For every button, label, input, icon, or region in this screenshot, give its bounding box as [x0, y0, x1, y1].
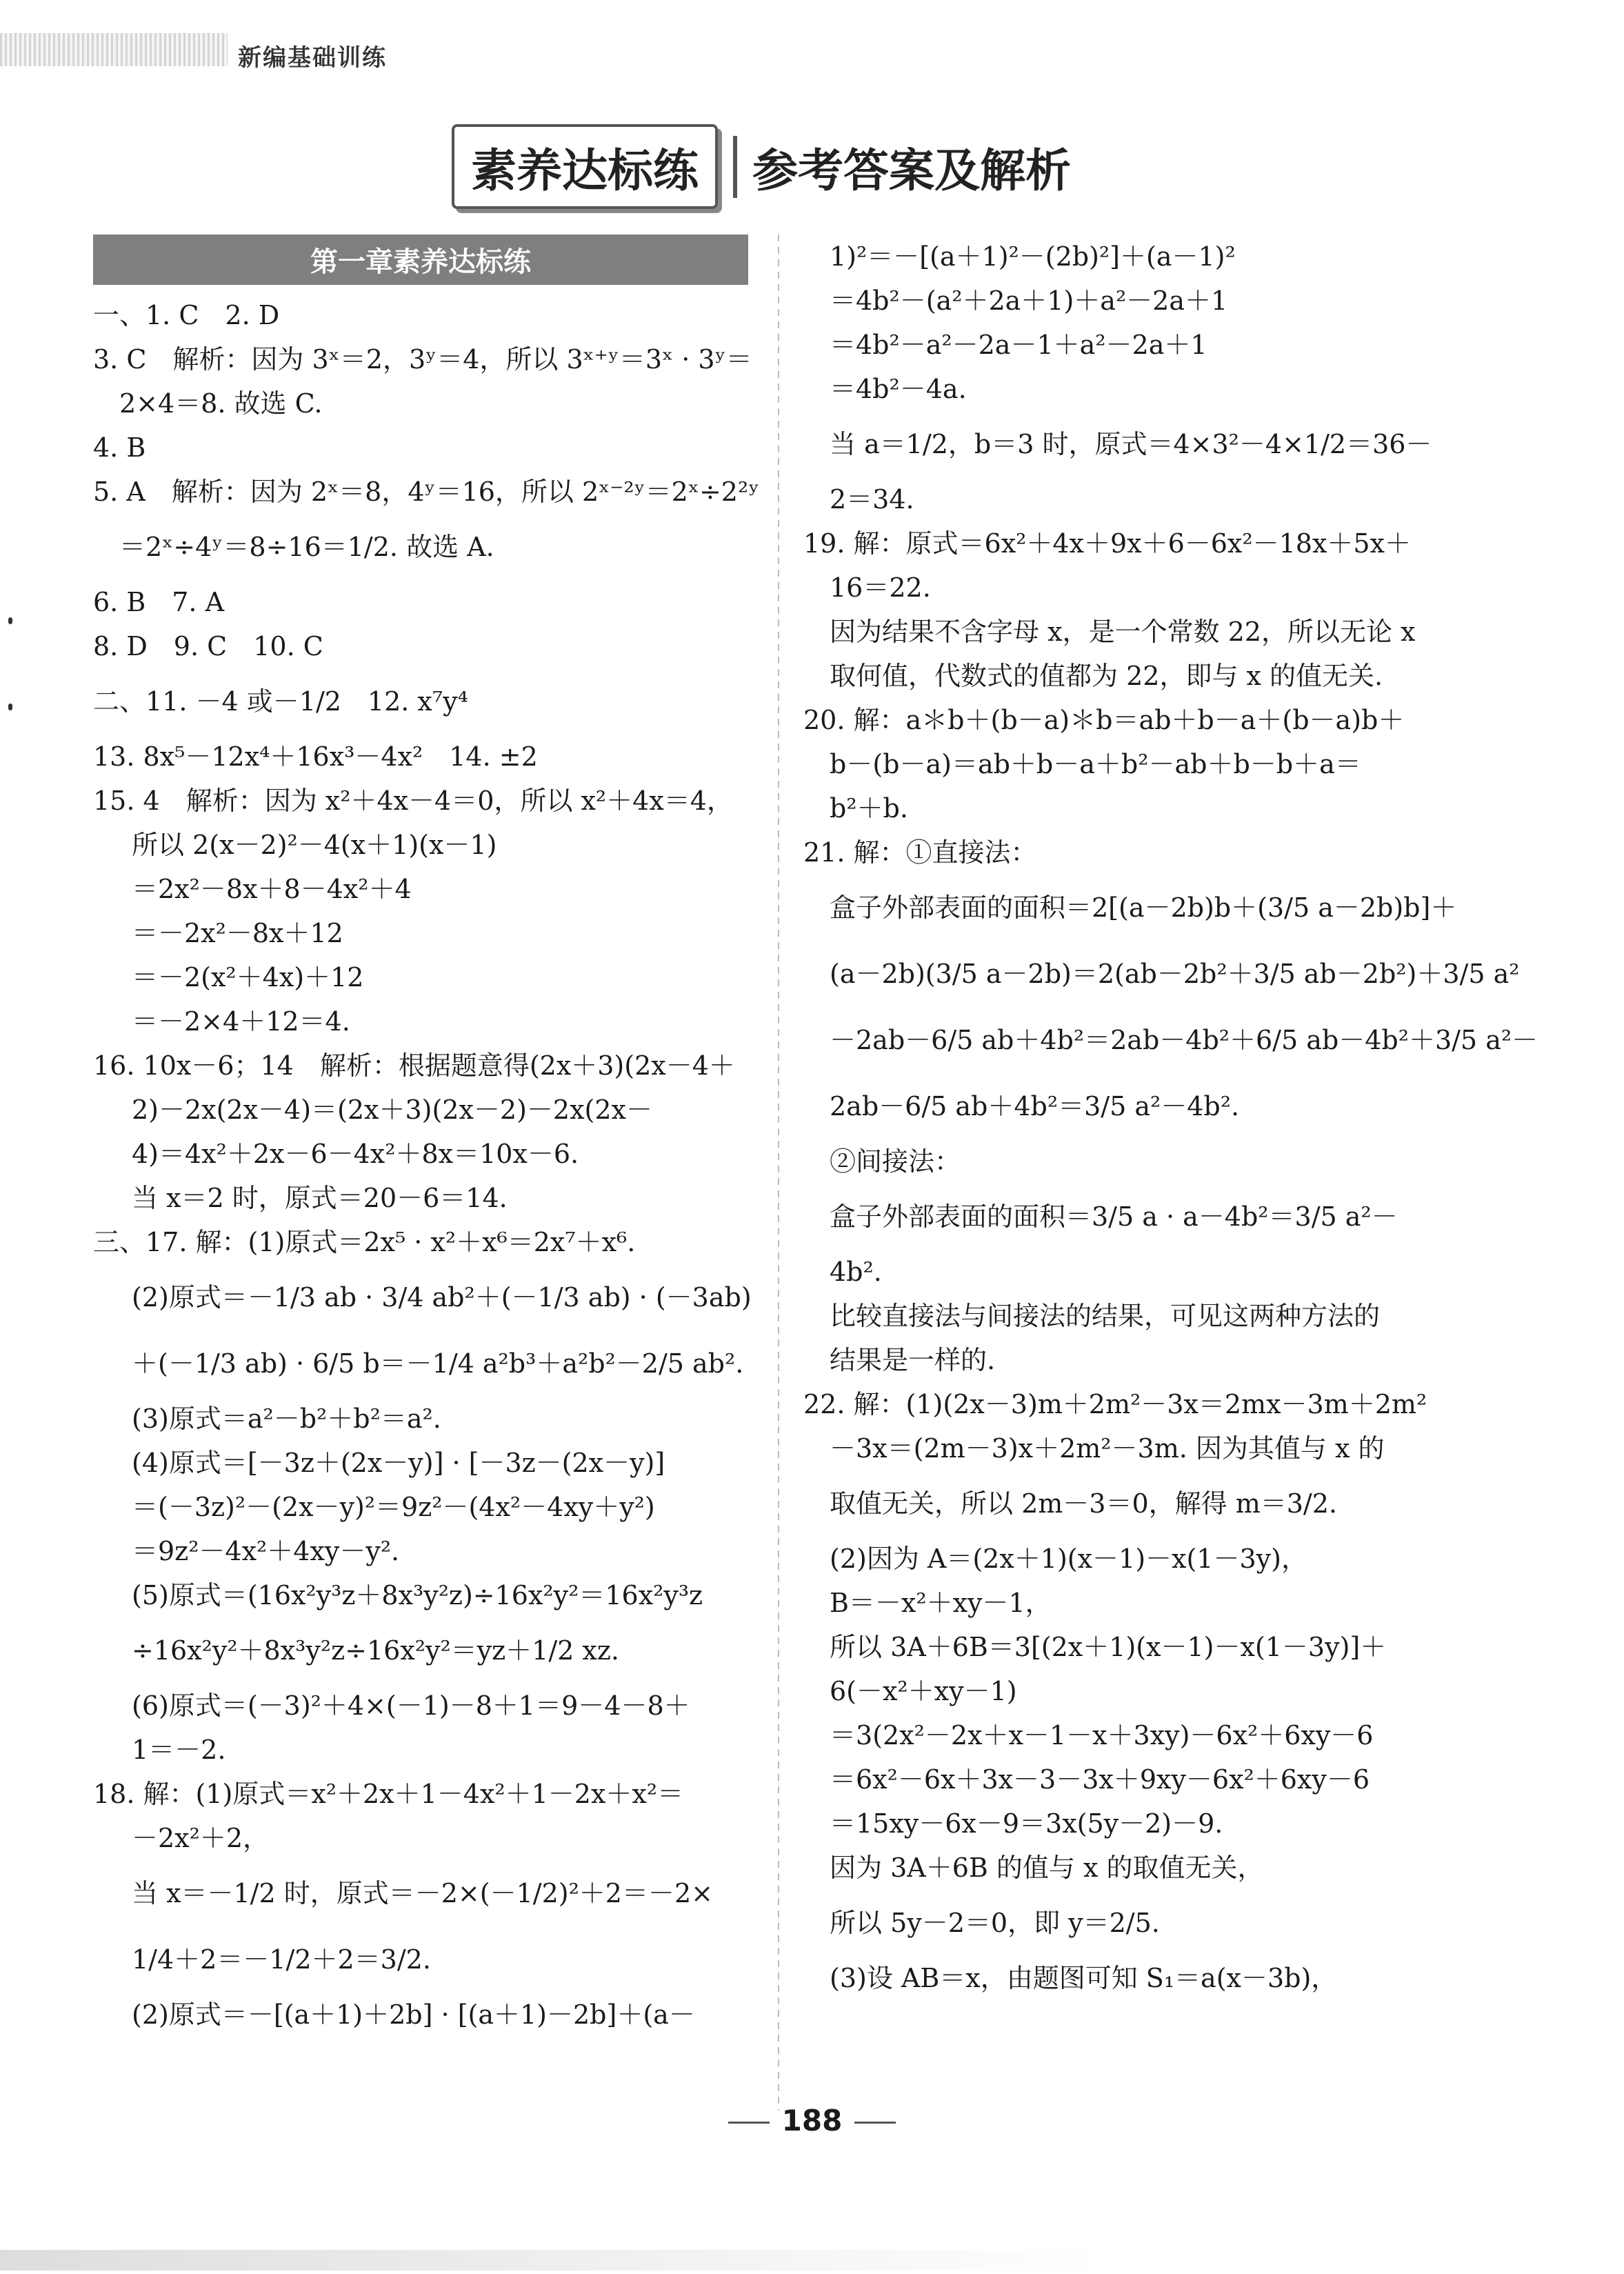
answer-line: ＝6x²－6x＋3x－3－3x＋9xy－6x²＋6xy－6 [830, 1764, 1370, 1795]
answer-line: 比较直接法与间接法的结果，可见这两种方法的 [830, 1301, 1381, 1331]
answer-line: ÷16x²y²＋8x³y²z÷16x²y²＝yz＋1/2 xz. [132, 1635, 619, 1666]
title-rest: 参考答案及解析 [752, 144, 1071, 197]
answer-line: ＝4b²－a²－2a－1＋a²－2a＋1 [830, 330, 1207, 360]
answer-line: 20. 解：a＊b＋(b－a)＊b＝ab＋b－a＋(b－a)b＋ [803, 705, 1405, 735]
answer-line: (3)设 AB＝x，由题图可知 S₁＝a(x－3b)， [830, 1963, 1338, 1993]
answer-line: (2)原式＝－[(a＋1)＋2b] · [(a＋1)－2b]＋(a－ [132, 1999, 695, 2030]
answer-line: 2×4＝8. 故选 C. [119, 388, 323, 419]
answer-line: －2ab－6/5 ab＋4b²＝2ab－4b²＋6/5 ab－4b²＋3/5 a²－ [830, 1025, 1538, 1055]
right-column [803, 235, 1538, 2000]
answer-line: 所以 2(x－2)²－4(x＋1)(x－1) [132, 830, 497, 860]
answer-line: (3)原式＝a²－b²＋b²＝a². [132, 1404, 441, 1434]
answer-line: 4)＝4x²＋2x－6－4x²＋8x＝10x－6. [132, 1139, 579, 1169]
answer-line: 19. 解：原式＝6x²＋4x＋9x＋6－6x²－18x＋5x＋ [803, 528, 1411, 559]
answer-line: 4b². [830, 1257, 882, 1287]
answer-line: 8. D 9. C 10. C [93, 631, 323, 661]
answer-line: 结果是一样的. [830, 1345, 996, 1375]
answer-line: ②间接法： [830, 1146, 961, 1177]
answer-line: ＝2x²－8x＋8－4x²＋4 [132, 874, 412, 904]
answer-line: 6(－x²＋xy－1) [830, 1676, 1017, 1706]
answer-line: ＝－2x²－8x＋12 [132, 918, 343, 948]
answer-line: －2x²＋2， [132, 1823, 270, 1853]
answer-line: 6. B 7. A [93, 587, 225, 617]
answer-line: 13. 8x⁵－12x⁴＋16x³－4x² 14. ±2 [93, 741, 538, 772]
answer-line: 4. B [93, 432, 146, 463]
answer-line: 1＝－2. [132, 1735, 226, 1765]
answer-line: (2)原式＝－1/3 ab · 3/4 ab²＋(－1/3 ab) · (－3ab) [132, 1282, 752, 1313]
answer-line: 三、17. 解：(1)原式＝2x⁵ · x²＋x⁶＝2x⁷＋x⁶. [93, 1227, 636, 1257]
answer-line: ＝9z²－4x²＋4xy－y². [132, 1536, 400, 1566]
answer-line: ＝3(2x²－2x＋x－1－x＋3xy)－6x²＋6xy－6 [830, 1720, 1374, 1751]
answer-line: 16＝22. [830, 572, 931, 603]
answer-line: (6)原式＝(－3)²＋4×(－1)－8＋1＝9－4－8＋ [132, 1690, 690, 1721]
answer-line: ＝(－3z)²－(2x－y)²＝9z²－(4x²－4xy＋y²) [132, 1492, 655, 1522]
answer-line: b－(b－a)＝ab＋b－a＋b²－ab＋b－b＋a＝ [830, 749, 1361, 779]
page-footer [0, 2104, 1624, 2137]
answer-line: 当 a＝1/2，b＝3 时，原式＝4×3²－4×1/2＝36－ [830, 429, 1432, 459]
answer-line: (5)原式＝(16x²y³z＋8x³y²z)÷16x²y²＝16x²y³z [132, 1580, 703, 1610]
answer-line: 18. 解：(1)原式＝x²＋2x＋1－4x²＋1－2x＋x²＝ [93, 1779, 684, 1809]
answer-line: 当 x＝2 时，原式＝20－6＝14. [132, 1183, 508, 1213]
answer-line: －3x＝(2m－3)x＋2m²－3m. 因为其值与 x 的 [830, 1433, 1385, 1464]
answer-line: ＝－2×4＋12＝4. [132, 1006, 350, 1037]
answer-line: ＝4b²－(a²＋2a＋1)＋a²－2a＋1 [830, 286, 1228, 316]
answer-line: ＝4b²－4a. [830, 374, 967, 404]
title-boxed: 素养达标练 [452, 124, 718, 209]
page-title [452, 124, 1071, 209]
answer-line: 16. 10x－6；14 解析：根据题意得(2x＋3)(2x－4＋ [93, 1050, 735, 1081]
answer-line: B＝－x²＋xy－1， [830, 1588, 1052, 1618]
answer-line: 15. 4 解析：因为 x²＋4x－4＝0，所以 x²＋4x＝4， [93, 786, 733, 816]
footer-dash [854, 2122, 896, 2124]
answer-line: 二、11. －4 或－1/2 12. x⁷y⁴ [93, 686, 468, 717]
answer-line: 1)²＝－[(a＋1)²－(2b)²]＋(a－1)² [830, 241, 1236, 272]
answer-line: 所以 3A＋6B＝3[(2x＋1)(x－1)－x(1－3y)]＋ [830, 1632, 1387, 1662]
answer-line: (a－2b)(3/5 a－2b)＝2(ab－2b²＋3/5 ab－2b²)＋3/5 a² [830, 959, 1520, 989]
answer-line: 盒子外部表面的面积＝3/5 a · a－4b²＝3/5 a²－ [830, 1201, 1398, 1232]
answer-line: 当 x＝－1/2 时，原式＝－2×(－1/2)²＋2＝－2× [132, 1878, 713, 1908]
answer-line: ＝2ˣ÷4ʸ＝8÷16＝1/2. 故选 A. [119, 532, 494, 562]
answer-line: ＝15xy－6x－9＝3x(5y－2)－9. [830, 1808, 1223, 1839]
footer-dash [728, 2122, 770, 2124]
scan-artifact [8, 617, 12, 624]
answer-line: 1/4＋2＝－1/2＋2＝3/2. [132, 1944, 431, 1975]
answer-line: ＋(－1/3 ab) · 6/5 b＝－1/4 a²b³＋a²b²－2/5 ab². [132, 1348, 744, 1379]
book-series-label: 新编基础训练 [238, 44, 387, 72]
scan-artifact [8, 704, 12, 710]
answer-line: 所以 5y－2＝0，即 y＝2/5. [830, 1908, 1160, 1938]
answer-line: 3. C 解析：因为 3ˣ＝2，3ʸ＝4，所以 3ˣ⁺ʸ＝3ˣ · 3ʸ＝ [93, 344, 752, 375]
answer-line: ＝－2(x²＋4x)＋12 [132, 962, 364, 993]
page-number: 188 [781, 2104, 843, 2137]
answer-line: (4)原式＝[－3z＋(2x－y)] · [－3z－(2x－y)] [132, 1448, 665, 1478]
answer-line: 2)－2x(2x－4)＝(2x＋3)(2x－2)－2x(2x－ [132, 1095, 652, 1125]
answer-line: 2ab－6/5 ab＋4b²＝3/5 a²－4b². [830, 1091, 1240, 1121]
answer-line: 因为 3A＋6B 的值与 x 的取值无关， [830, 1853, 1264, 1883]
answer-line: (2)因为 A＝(2x＋1)(x－1)－x(1－3y)， [830, 1544, 1307, 1574]
answer-line: 一、1. C 2. D [93, 300, 280, 330]
title-separator [733, 136, 737, 198]
left-column [93, 235, 760, 2037]
answer-line: b²＋b. [830, 793, 908, 824]
answer-line: 5. A 解析：因为 2ˣ＝8，4ʸ＝16，所以 2ˣ⁻²ʸ＝2ˣ÷2²ʸ [93, 477, 760, 507]
answer-line: 取何值，代数式的值都为 22，即与 x 的值无关. [830, 661, 1383, 691]
answer-line: 盒子外部表面的面积＝2[(a－2b)b＋(3/5 a－2b)b]＋ [830, 892, 1457, 923]
column-divider [778, 235, 779, 2111]
answer-line: 因为结果不含字母 x，是一个常数 22，所以无论 x [830, 617, 1416, 647]
scan-edge [0, 2250, 1103, 2271]
answer-line: 21. 解：①直接法： [803, 837, 1037, 868]
answer-line: 22. 解：(1)(2x－3)m＋2m²－3x＝2mx－3m＋2m² [803, 1389, 1427, 1419]
answer-line: 取值无关，所以 2m－3＝0，解得 m＝3/2. [830, 1488, 1337, 1519]
answer-line: 2＝34. [830, 484, 914, 515]
header-decoration [0, 33, 228, 66]
chapter-heading: 第一章素养达标练 [93, 235, 748, 285]
